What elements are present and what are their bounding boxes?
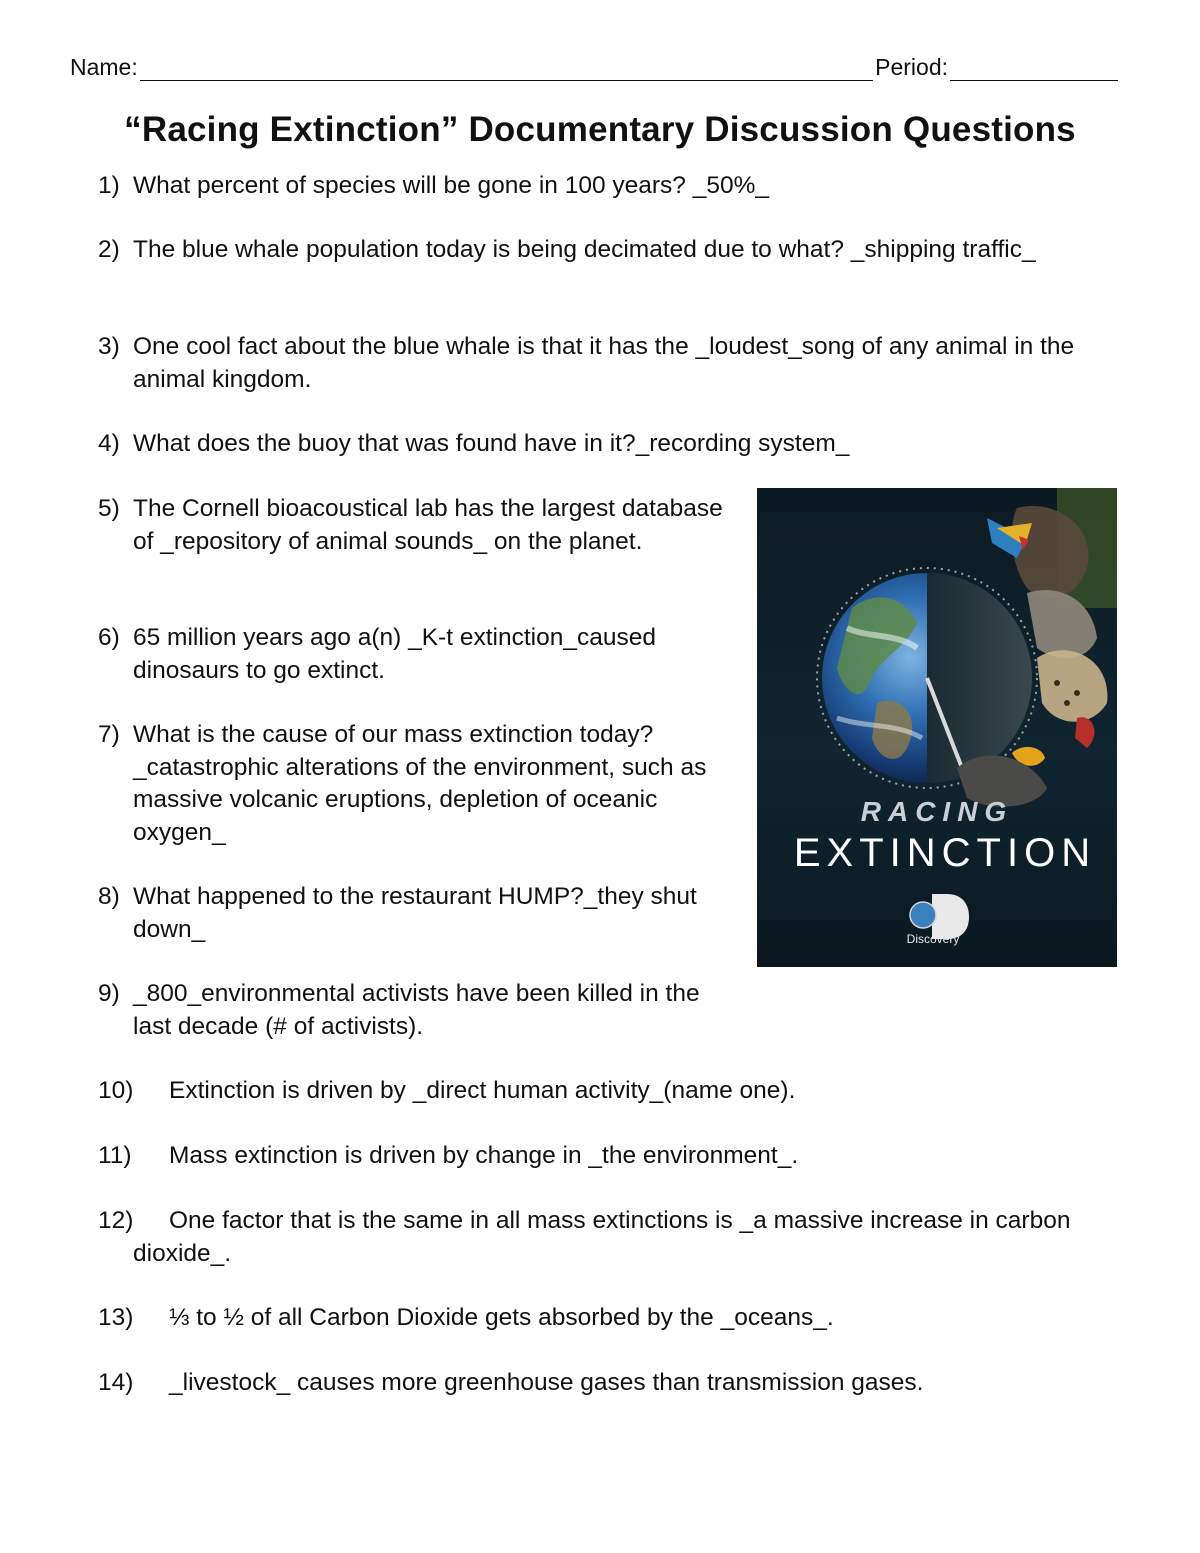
question-text: _800_environmental activists have been killed in the last decade (# of activists). (133, 980, 700, 1040)
question-6 (98, 622, 743, 687)
question-text: One cool fact about the blue whale is that it has the _loudest_song of any animal in the animal kingdom. (133, 333, 1075, 393)
question-text: What is the cause of our mass extinction today? _catastrophic alterations of the environment, such as massive volcanic eruptions, depletion of oceanic oxygen_ (133, 721, 707, 846)
question-13 (98, 1302, 1098, 1335)
question-2 (98, 234, 1088, 267)
racing-extinction-poster (757, 488, 1117, 967)
question-text: What percent of species will be gone in 100 years? _50%_ (133, 172, 770, 199)
poster-title-top: RACING (860, 796, 1014, 827)
name-period-header (70, 54, 1118, 81)
question-number: 7) (98, 721, 120, 748)
question-text: 65 million years ago a(n) _K-t extinction_caused dinosaurs to go extinct. (133, 624, 656, 684)
question-number: 2) (98, 236, 120, 263)
question-text: One factor that is the same in all mass extinctions is _a massive increase in carbon dioxide_. (133, 1207, 1071, 1267)
question-4 (98, 428, 1098, 461)
question-number: 5) (98, 495, 120, 522)
question-number: 6) (98, 624, 120, 651)
question-number: 3) (98, 333, 120, 360)
question-number: 8) (98, 883, 120, 910)
question-3 (98, 331, 1128, 396)
question-7 (98, 719, 743, 849)
question-number: 11) (98, 1142, 132, 1169)
question-1 (98, 170, 1098, 203)
name-field[interactable] (140, 58, 873, 81)
question-number: 12) (98, 1207, 134, 1234)
question-number: 1) (98, 172, 120, 199)
question-text: The Cornell bioacoustical lab has the largest database of _repository of animal sounds_ on the planet. (133, 495, 723, 555)
question-8 (98, 881, 743, 946)
question-text: ⅓ to ½ of all Carbon Dioxide gets absorbed by the _oceans_. (169, 1304, 834, 1331)
question-text: _livestock_ causes more greenhouse gases than transmission gases. (169, 1369, 924, 1396)
question-12 (98, 1205, 1098, 1270)
question-number: 4) (98, 430, 120, 457)
question-text: Extinction is driven by _direct human activity_(name one). (169, 1077, 796, 1104)
question-10 (98, 1075, 1098, 1108)
name-label: Name: (70, 54, 138, 80)
question-14 (98, 1367, 1098, 1400)
question-number: 9) (98, 980, 120, 1007)
question-9 (98, 978, 743, 1043)
question-5 (98, 493, 743, 558)
page-title: “Racing Extinction” Documentary Discussion Questions (124, 110, 1076, 149)
question-text: What happened to the restaurant HUMP?_they shut down_ (133, 883, 697, 943)
question-text: What does the buoy that was found have in it?_recording system_ (133, 430, 850, 457)
period-label: Period: (875, 54, 948, 80)
question-number: 14) (98, 1369, 134, 1396)
question-11 (98, 1140, 1098, 1173)
period-field[interactable] (950, 58, 1118, 81)
question-number: 13) (98, 1304, 134, 1331)
poster-title-main: EXTINCTION (793, 831, 1097, 875)
discovery-brand-text: Discovery (906, 932, 960, 946)
question-text: Mass extinction is driven by change in _the environment_. (169, 1142, 799, 1169)
question-number: 10) (98, 1077, 134, 1104)
question-text: The blue whale population today is being decimated due to what? _shipping traffic_ (133, 236, 1036, 263)
